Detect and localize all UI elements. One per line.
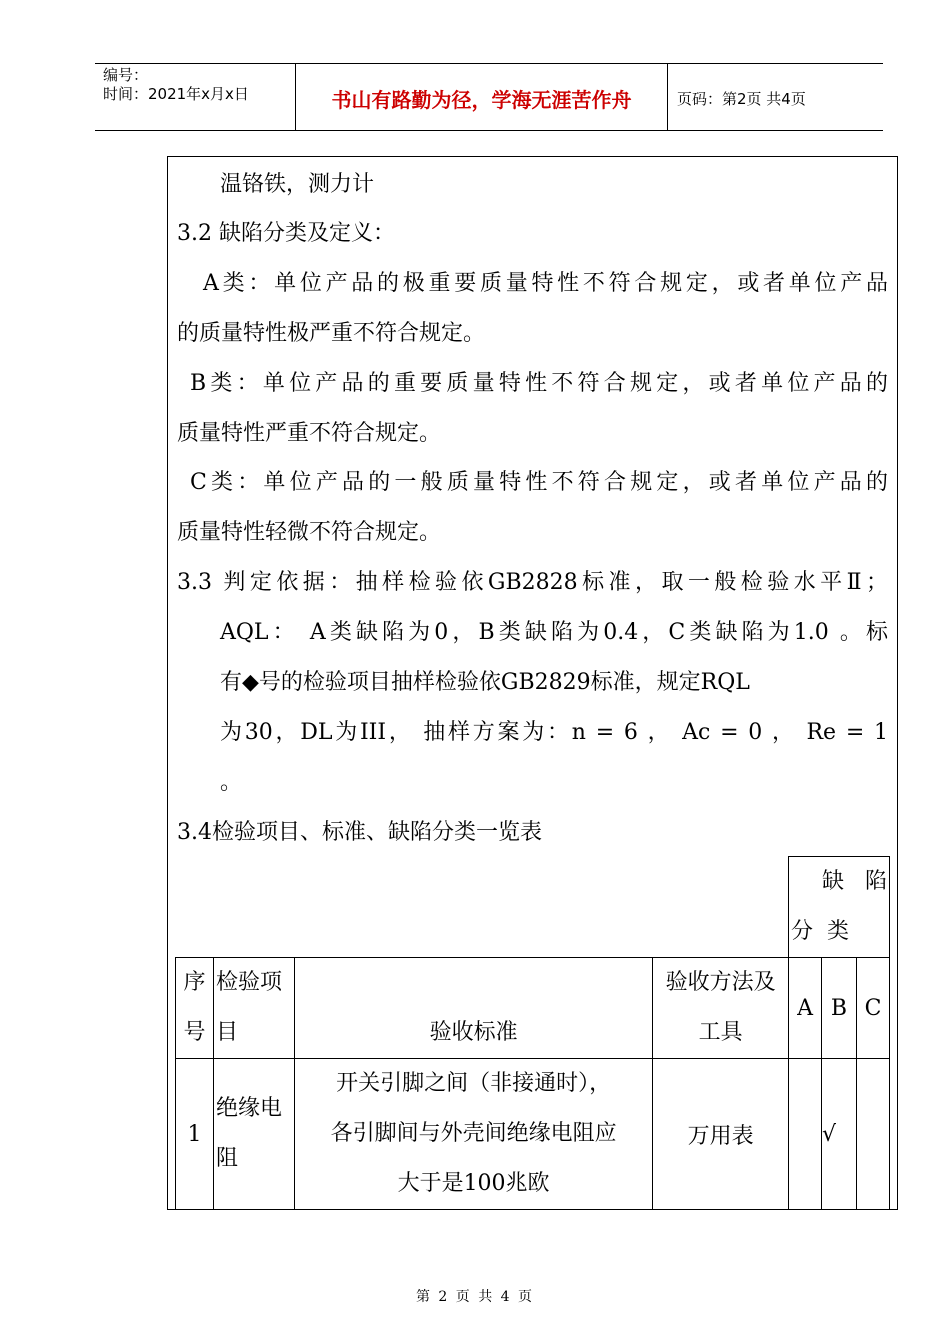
defect-class-header-line2: 分 类 <box>791 919 849 944</box>
header-divider-right <box>667 63 668 130</box>
col-header-standard <box>294 958 652 1059</box>
header-meta <box>103 66 249 104</box>
col-header-b: B <box>822 958 857 1059</box>
tools-continuation: 温铬铁，测力计 <box>220 172 375 197</box>
defect-class-header-table <box>788 856 890 958</box>
row-item-line1: 绝缘电 <box>215 1096 282 1121</box>
section-3-2-title: 3.2 缺陷分类及定义： <box>177 221 395 246</box>
table-row <box>176 1059 890 1210</box>
class-b-definition-line2: 质量特性严重不符合规定。 <box>177 421 442 446</box>
header-motto: 书山有路勤为径，学海无涯苦作舟 <box>331 88 632 112</box>
col-header-no-line2: 号 <box>183 1020 206 1045</box>
section-3-4-title: 3.4检验项目、标准、缺陷分类一览表 <box>177 820 542 845</box>
col-header-item-line1: 检验项 <box>215 970 282 995</box>
section-3-3-line3: 有◆号的检验项目抽样检验依GB2829标准，规定RQL <box>220 670 750 695</box>
col-header-no-line1: 序 <box>183 970 206 995</box>
row-class-a <box>789 1059 822 1210</box>
document-number-label: 编号： <box>103 66 149 84</box>
row-standard-line1: 开关引脚之间（非接通时）， <box>336 1071 612 1096</box>
col-header-item <box>213 958 294 1059</box>
col-header-method-line1: 验收方法及 <box>665 970 776 995</box>
page-footer: 第 2 页 共 4 页 <box>415 1289 535 1305</box>
row-method: 万用表 <box>653 1059 789 1210</box>
section-3-3-line4: 为30，DL为III， 抽样方案为：n = 6 ， Ac = 0 ， Re = 1 <box>220 720 888 745</box>
header-top-rule <box>95 63 883 64</box>
row-class-c <box>856 1059 889 1210</box>
row-item <box>213 1059 294 1210</box>
section-3-3-line1: 3.3 判定依据：抽样检验依GB2828标准，取一般检验水平Ⅱ； <box>177 570 888 595</box>
row-standard <box>294 1059 652 1210</box>
col-header-c: C <box>856 958 889 1059</box>
row-standard-line2: 各引脚间与外壳间绝缘电阻应 <box>330 1121 617 1146</box>
defect-class-header-line1: 缺 陷 <box>822 869 887 894</box>
class-b-definition-line1: B类：单位产品的重要质量特性不符合规定，或者单位产品的 <box>190 371 888 396</box>
class-a-definition-line2: 的质量特性极严重不符合规定。 <box>177 321 486 346</box>
inspection-table <box>175 957 890 1210</box>
class-c-definition-line1: C类：单位产品的一般质量特性不符合规定，或者单位产品的 <box>190 470 888 495</box>
section-3-3-line5: 。 <box>220 770 243 795</box>
row-class-b: √ <box>822 1059 857 1210</box>
section-3-3-line2: AQL： A类缺陷为0，B类缺陷为0.4，C类缺陷为1.0 。标 <box>220 620 888 645</box>
col-header-item-line2: 目 <box>215 1020 238 1045</box>
table-header-row <box>176 958 890 1059</box>
col-header-method <box>653 958 789 1059</box>
defect-class-header <box>789 857 890 958</box>
header-bottom-rule <box>95 130 883 131</box>
col-header-a: A <box>789 958 822 1059</box>
col-header-standard-text: 验收标准 <box>429 1020 518 1045</box>
row-no: 1 <box>176 1059 214 1210</box>
row-item-line2: 阻 <box>215 1146 238 1171</box>
class-a-definition-line1: A类：单位产品的极重要质量特性不符合规定，或者单位产品 <box>203 271 888 296</box>
class-c-definition-line2: 质量特性轻微不符合规定。 <box>177 520 442 545</box>
col-header-method-line2: 工具 <box>698 1020 743 1045</box>
col-header-no <box>176 958 214 1059</box>
document-time-label: 时间：2021年x月x日 <box>103 85 249 103</box>
row-standard-line3: 大于是100兆欧 <box>397 1171 550 1196</box>
header-page-info: 页码：第2页 共4页 <box>677 90 806 108</box>
